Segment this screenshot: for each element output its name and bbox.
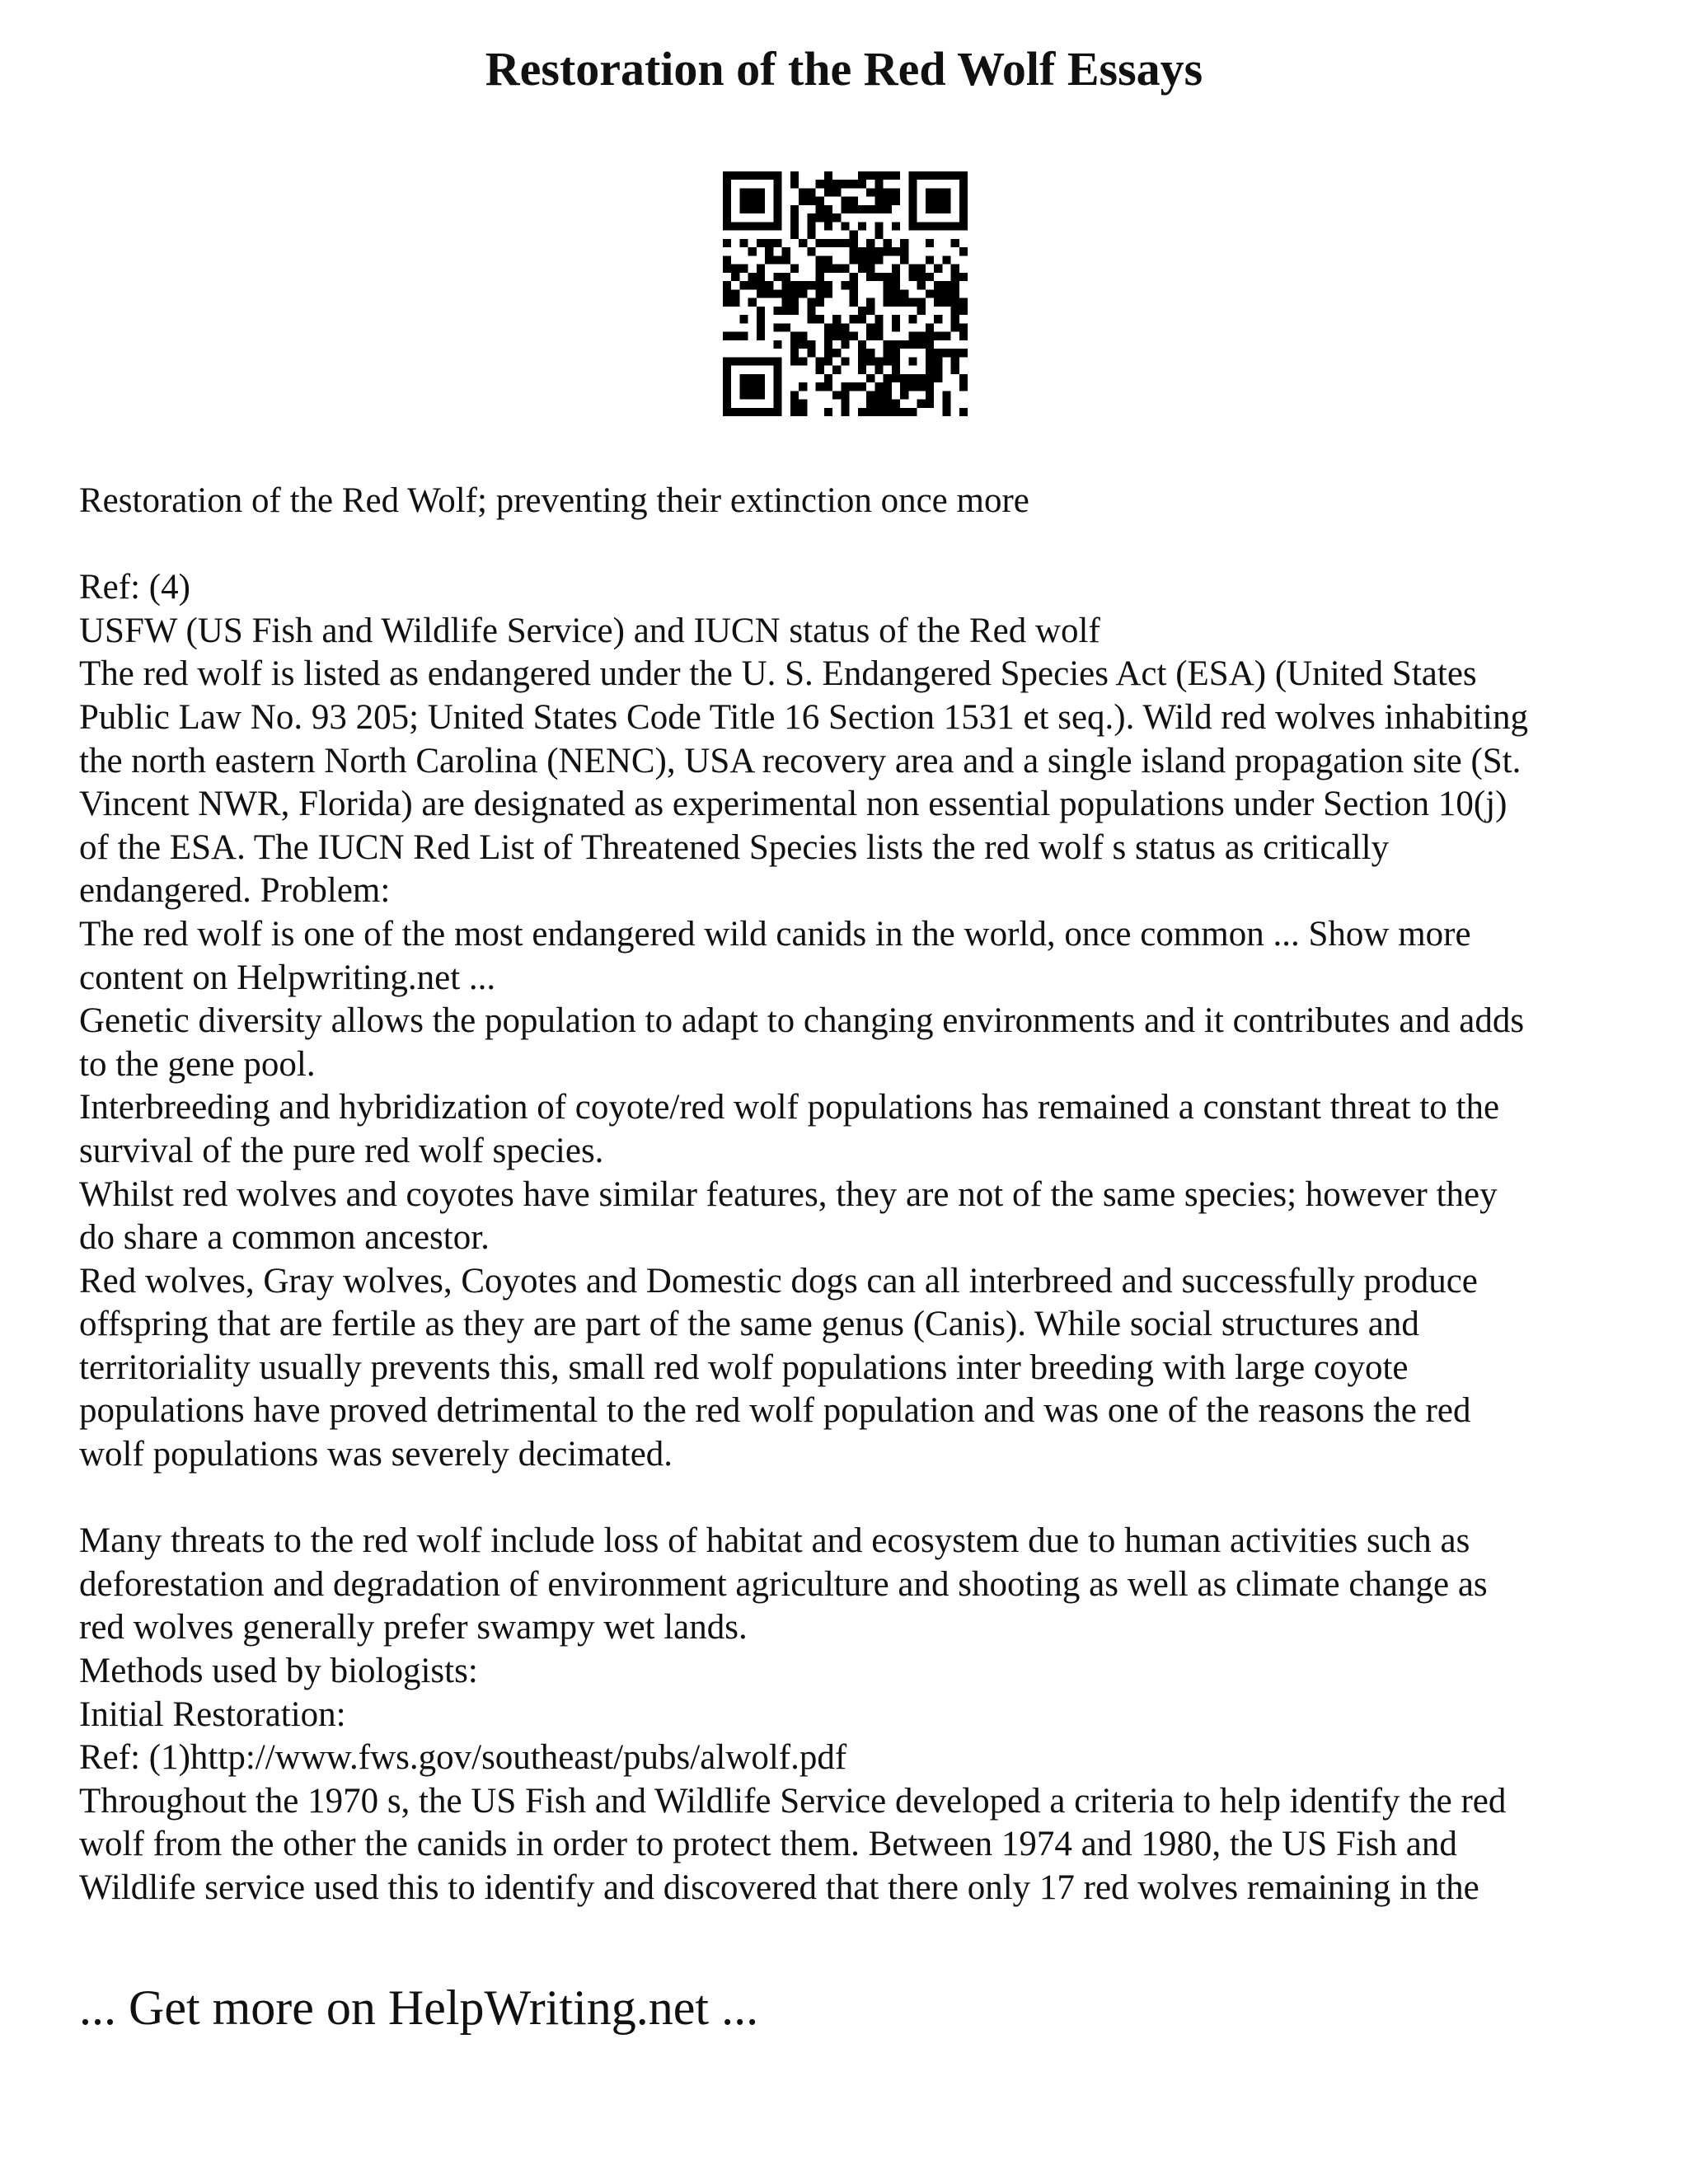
text-line: the north eastern North Carolina (NENC), USA recovery area and a single island propagation site (St. [79, 741, 1522, 780]
text-line: The red wolf is listed as endangered under the U. S. Endangered Species Act (ESA) (United States [79, 654, 1477, 694]
text-line: Methods used by biologists: [79, 1652, 478, 1691]
text-line: Wildlife service used this to identify and discovered that there only 17 red wolves remaining in the [79, 1868, 1479, 1907]
document-title: Restoration of the Red Wolf Essays [485, 42, 1203, 96]
text-line: to the gene pool. [79, 1044, 316, 1084]
text-line: Ref: (4) [79, 568, 190, 607]
text-line: offspring that are fertile as they are part of the same genus (Canis). While social structures and [79, 1305, 1419, 1344]
qr-code-icon [723, 171, 968, 416]
text-line: Red wolves, Gray wolves, Coyotes and Domestic dogs can all interbreed and successfully produce [79, 1261, 1478, 1301]
text-line: territoriality usually prevents this, small red wolf populations inter breeding with large coyote [79, 1347, 1409, 1387]
text-line: Interbreeding and hybridization of coyote/red wolf populations has remained a constant threat to the [79, 1088, 1500, 1127]
text-line: Public Law No. 93 205; United States Code Title 16 Section 1531 et seq.). Wild red wolves inhabiting [79, 697, 1528, 737]
text-line: populations have proved detrimental to the red wolf population and was one of the reasons the red [79, 1391, 1471, 1431]
text-line: Throughout the 1970 s, the US Fish and Wildlife Service developed a criteria to help identify the red [79, 1781, 1507, 1821]
text-line: Whilst red wolves and coyotes have similar features, they are not of the same species; however they [79, 1174, 1498, 1214]
blank-line [79, 523, 1645, 567]
text-line: deforestation and degradation of environment agriculture and shooting as well as climate change as [79, 1564, 1488, 1604]
text-line: Initial Restoration: [79, 1694, 346, 1734]
text-line: do share a common ancestor. [79, 1218, 490, 1258]
text-line: wolf from the other the canids in order to protect them. Between 1974 and 1980, the US Fish and [79, 1825, 1457, 1864]
text-line: of the ESA. The IUCN Red List of Threatened Species lists the red wolf s status as critically [79, 827, 1390, 867]
text-line: survival of the pure red wolf species. [79, 1131, 604, 1170]
essay-body [79, 480, 1645, 1910]
text-line: Genetic diversity allows the population to adapt to changing environments and it contributes and adds [79, 1001, 1525, 1041]
text-line: Ref: (1)http://www.fws.gov/southeast/pubs/alwolf.pdf [79, 1738, 847, 1778]
text-line: wolf populations was severely decimated. [79, 1435, 673, 1474]
text-line: The red wolf is one of the most endangered wild canids in the world, once common ... Show more [79, 914, 1471, 954]
text-line: content on Helpwriting.net ... [79, 958, 496, 997]
text-line: Restoration of the Red Wolf; preventing their extinction once more [79, 481, 1029, 520]
text-line: endangered. Problem: [79, 871, 391, 911]
text-line: Vincent NWR, Florida) are designated as experimental non essential populations under Section 10(j) [79, 785, 1507, 824]
text-line: Many threats to the red wolf include loss of habitat and ecosystem due to human activities such as [79, 1521, 1470, 1561]
text-line: red wolves generally prefer swampy wet lands. [79, 1608, 748, 1647]
get-more-link[interactable]: ... Get more on HelpWriting.net ... [79, 1980, 759, 2035]
text-line: USFW (US Fish and Wildlife Service) and IUCN status of the Red wolf [79, 611, 1100, 650]
blank-line [79, 1477, 1645, 1521]
